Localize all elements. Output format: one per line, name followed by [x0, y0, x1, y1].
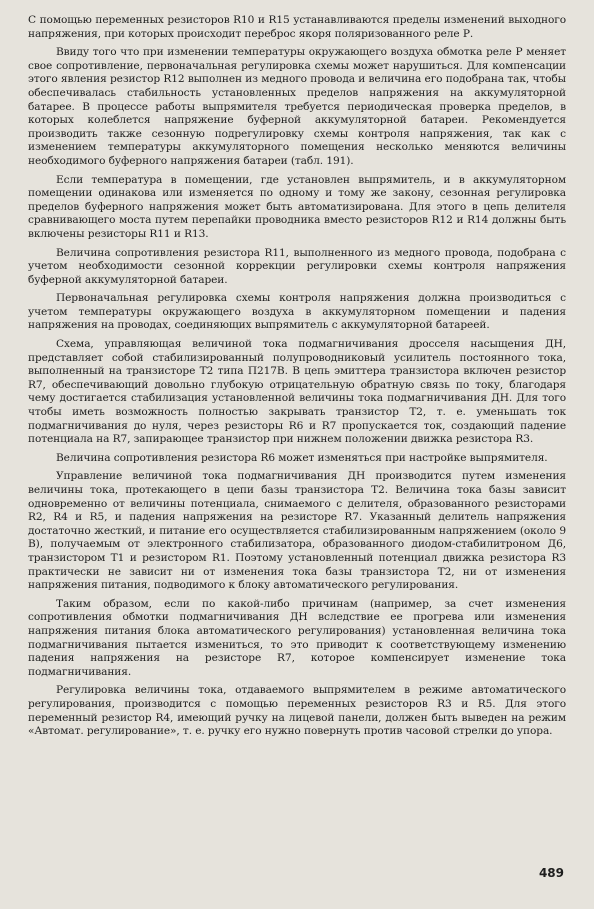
paragraph: Величина сопротивления резистора R6 может изменяться при настройке выпрямителя. [56, 451, 548, 464]
paragraph: Схема, управляющая величиной тока подмагничивания дросселя насыщения ДН, представляет собой стабилизированный полупроводниковый усилитель постоянного тока, выполненный на транзисторе Т2 типа П217В. В цепь эмиттера транзистора включен резистор R7, обеспечивающий довольно глубокую отрицательную обратную связь по току, благодаря чему достигается стабилизация установленной величины тока подмагничивания ДН. Для того чтобы иметь возможность полностью закрывать транзистор Т2, т. е. уменьшать ток подмагничивания до нуля, через резисторы R6 и R7 пропускается ток, создающий падение потенциала на R7, запирающее транзистор при нижнем положении движка резистора R3. [28, 338, 566, 446]
paragraph: Первоначальная регулировка схемы контроля напряжения должна производиться с учетом температуры окружающего воздуха в аккумуляторном помещении и падения напряжения на проводах, соединяющих выпрямитель с аккумуляторной батареей. [28, 292, 566, 332]
paragraph: Если температура в помещении, где установлен выпрямитель, и в аккумуляторном помещении одинакова или изменяется по одному и тому же закону, сезонная регулировка пределов буферного напряжения может быть автоматизирована. Для этого в цепь делителя сравнивающего моста путем перепайки проводника вместо резисторов R12 и R14 должны быть включены резисторы R11 и R13. [28, 173, 566, 240]
paragraph: Таким образом, если по какой-либо причинам (например, за счет изменения сопротивления обмотки подмагничивания ДН вследствие ее прогрева или изменения напряжения питания блока автоматического регулирования) установленная величина тока подмагничивания пытается измениться, то это приводит к соответствующему изменению падения напряжения на резисторе R7, которое компенсирует изменение тока подмагничивания. [28, 597, 566, 678]
paragraph: С помощью переменных резисторов R10 и R15 устанавливаются пределы изменений выходного напряжения, при которых происходит переброс якоря поляризованного реле Р. [28, 14, 566, 40]
page-number: 489 [538, 866, 564, 880]
paragraph: Регулировка величины тока, отдаваемого выпрямителем в режиме автоматического регулирования, производится с помощью переменных резисторов R3 и R5. Для этого переменный резистор R4, имеющий ручку на лицевой панели, должен быть выведен на режим «Автомат. регулирование», т. е. ручку его нужно повернуть против часовой стрелки до упора. [28, 684, 566, 738]
paragraph: Величина сопротивления резистора R11, выполненного из медного провода, подобрана с учетом необходимости сезонной коррекции регулировки схемы контроля напряжения буферной аккумуляторной батареи. [28, 246, 566, 286]
paragraph: Ввиду того что при изменении температуры окружающего воздуха обмотка реле Р меняет свое сопротивление, первоначальная регулировка схемы может нарушиться. Для компенсации этого явления резистор R12 выполнен из медного провода и величина его подобрана так, чтобы обеспечивалась стабильность установленных пределов напряжения на аккумуляторной батарее. В процессе работы выпрямителя требуется периодическая проверка пределов, в которых колеблется напряжение буферной аккумуляторной батареи. Рекомендуется производить также сезонную подрегулировку схемы контроля напряжения, так как с изменением температуры аккумуляторного помещения несколько меняются величины необходимого буферного напряжения батареи (табл. 191). [28, 46, 566, 167]
paragraph: Управление величиной тока подмагничивания ДН производится путем изменения величины тока, протекающего в цепи базы транзистора Т2. Величина тока базы зависит одновременно от величины потенциала, снимаемого с делителя, образованного резисторами R2, R4 и R5, и падения напряжения на резисторе R7. Указанный делитель напряжения достаточно жесткий, и питание его осуществляется стабилизированным напряжением (около 9 В), получаемым от электронного стабилизатора, образованного диодом-стабилитроном Д6, транзистором Т1 и резистором R1. Поэтому установленный потенциал движка резистора R3 практически не зависит ни от изменения тока базы транзистора Т2, ни от изменения напряжения питания, подводимого к блоку автоматического регулирования. [28, 470, 566, 592]
